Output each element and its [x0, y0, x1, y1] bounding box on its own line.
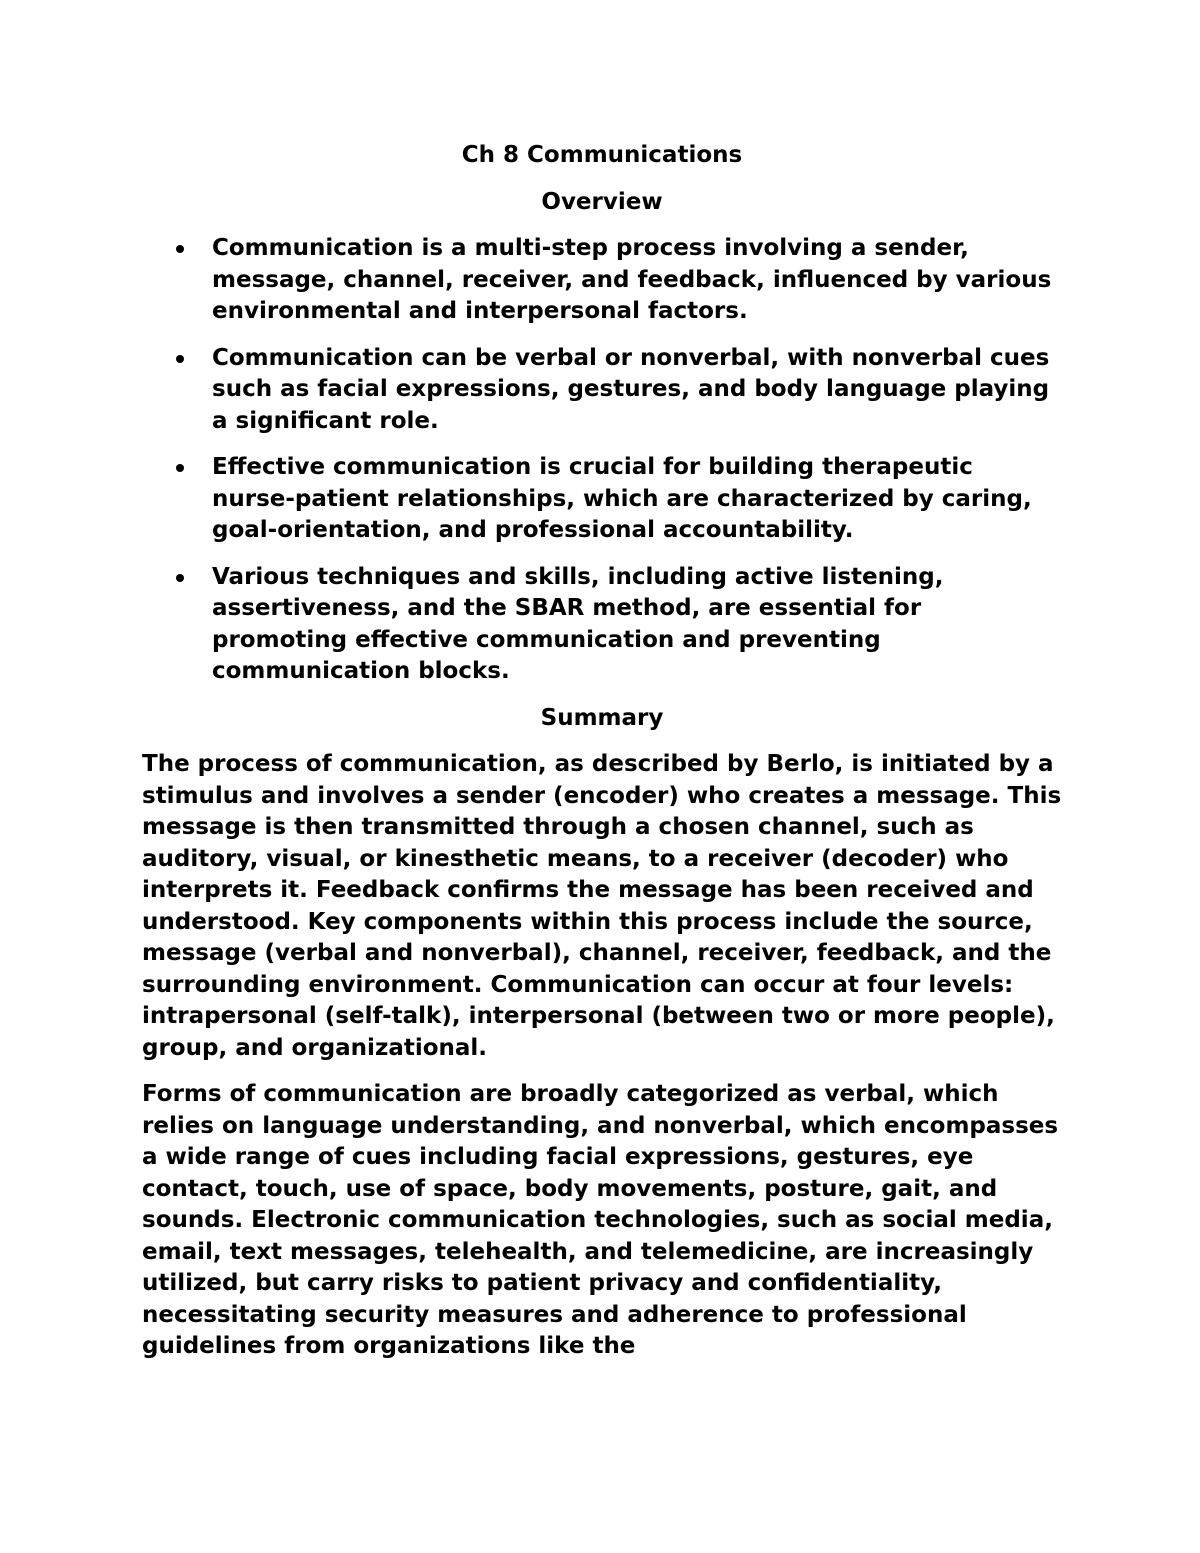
list-item — [212, 233, 1062, 328]
list-item — [212, 343, 1062, 438]
summary-paragraph-1: The process of communication, as described by Berlo, is initiated by a stimulus and involves a sender (encoder) who creates a message. This message is then transmitted through a chosen channel, such as auditory, visual, or kinesthetic means, to a receiver (decoder) who interprets it. Feedback confirms the message has been received and understood. Key components within this process include the source, message (verbal and nonverbal), channel, receiver, feedback, and the surrounding environment. Communication can occur at four levels: intrapersonal (self-talk), interpersonal (between two or more people), group, and organizational. — [142, 751, 1062, 1061]
bullet-text: Communication can be verbal or nonverbal, with nonverbal cues such as facial expressions, gestures, and body language playing a significant role. — [212, 344, 1050, 434]
bullet-icon — [176, 355, 184, 363]
list-item — [212, 452, 1062, 547]
document-title: Ch 8 Communications — [461, 142, 743, 168]
overview-bullet-list — [142, 233, 1062, 688]
bullet-icon — [176, 464, 184, 472]
list-item — [212, 562, 1062, 688]
overview-heading: Overview — [541, 188, 663, 215]
document-page — [142, 140, 1062, 1378]
bullet-text: Effective communication is crucial for building therapeutic nurse-patient relationships, which are characterized by caring, goal-orientation, and professional accountability. — [212, 454, 1032, 543]
bullet-text: Communication is a multi-step process involving a sender, message, channel, receiver, and feedback, influenced by various environmental and interpersonal factors. — [212, 235, 1052, 324]
bullet-text: Various techniques and skills, including active listening, assertiveness, and the SBAR method, are essential for promoting effective communication and preventing communication blocks. — [212, 563, 944, 684]
summary-heading: Summary — [540, 704, 664, 731]
bullet-icon — [176, 245, 184, 253]
summary-paragraph-2: Forms of communication are broadly categorized as verbal, which relies on language understanding, and nonverbal, which encompasses a wide range of cues including facial expressions, gestures, eye contact, touch, use of space, body movements, posture, gait, and sounds. Electronic communication technologies, such as social media, email, text messages, telehealth, and telemedicine, are increasingly utilized, but carry risks to patient privacy and confidentiality, necessitating security measures and adherence to professional guidelines from organizations like the — [142, 1081, 1059, 1359]
bullet-icon — [176, 574, 184, 582]
